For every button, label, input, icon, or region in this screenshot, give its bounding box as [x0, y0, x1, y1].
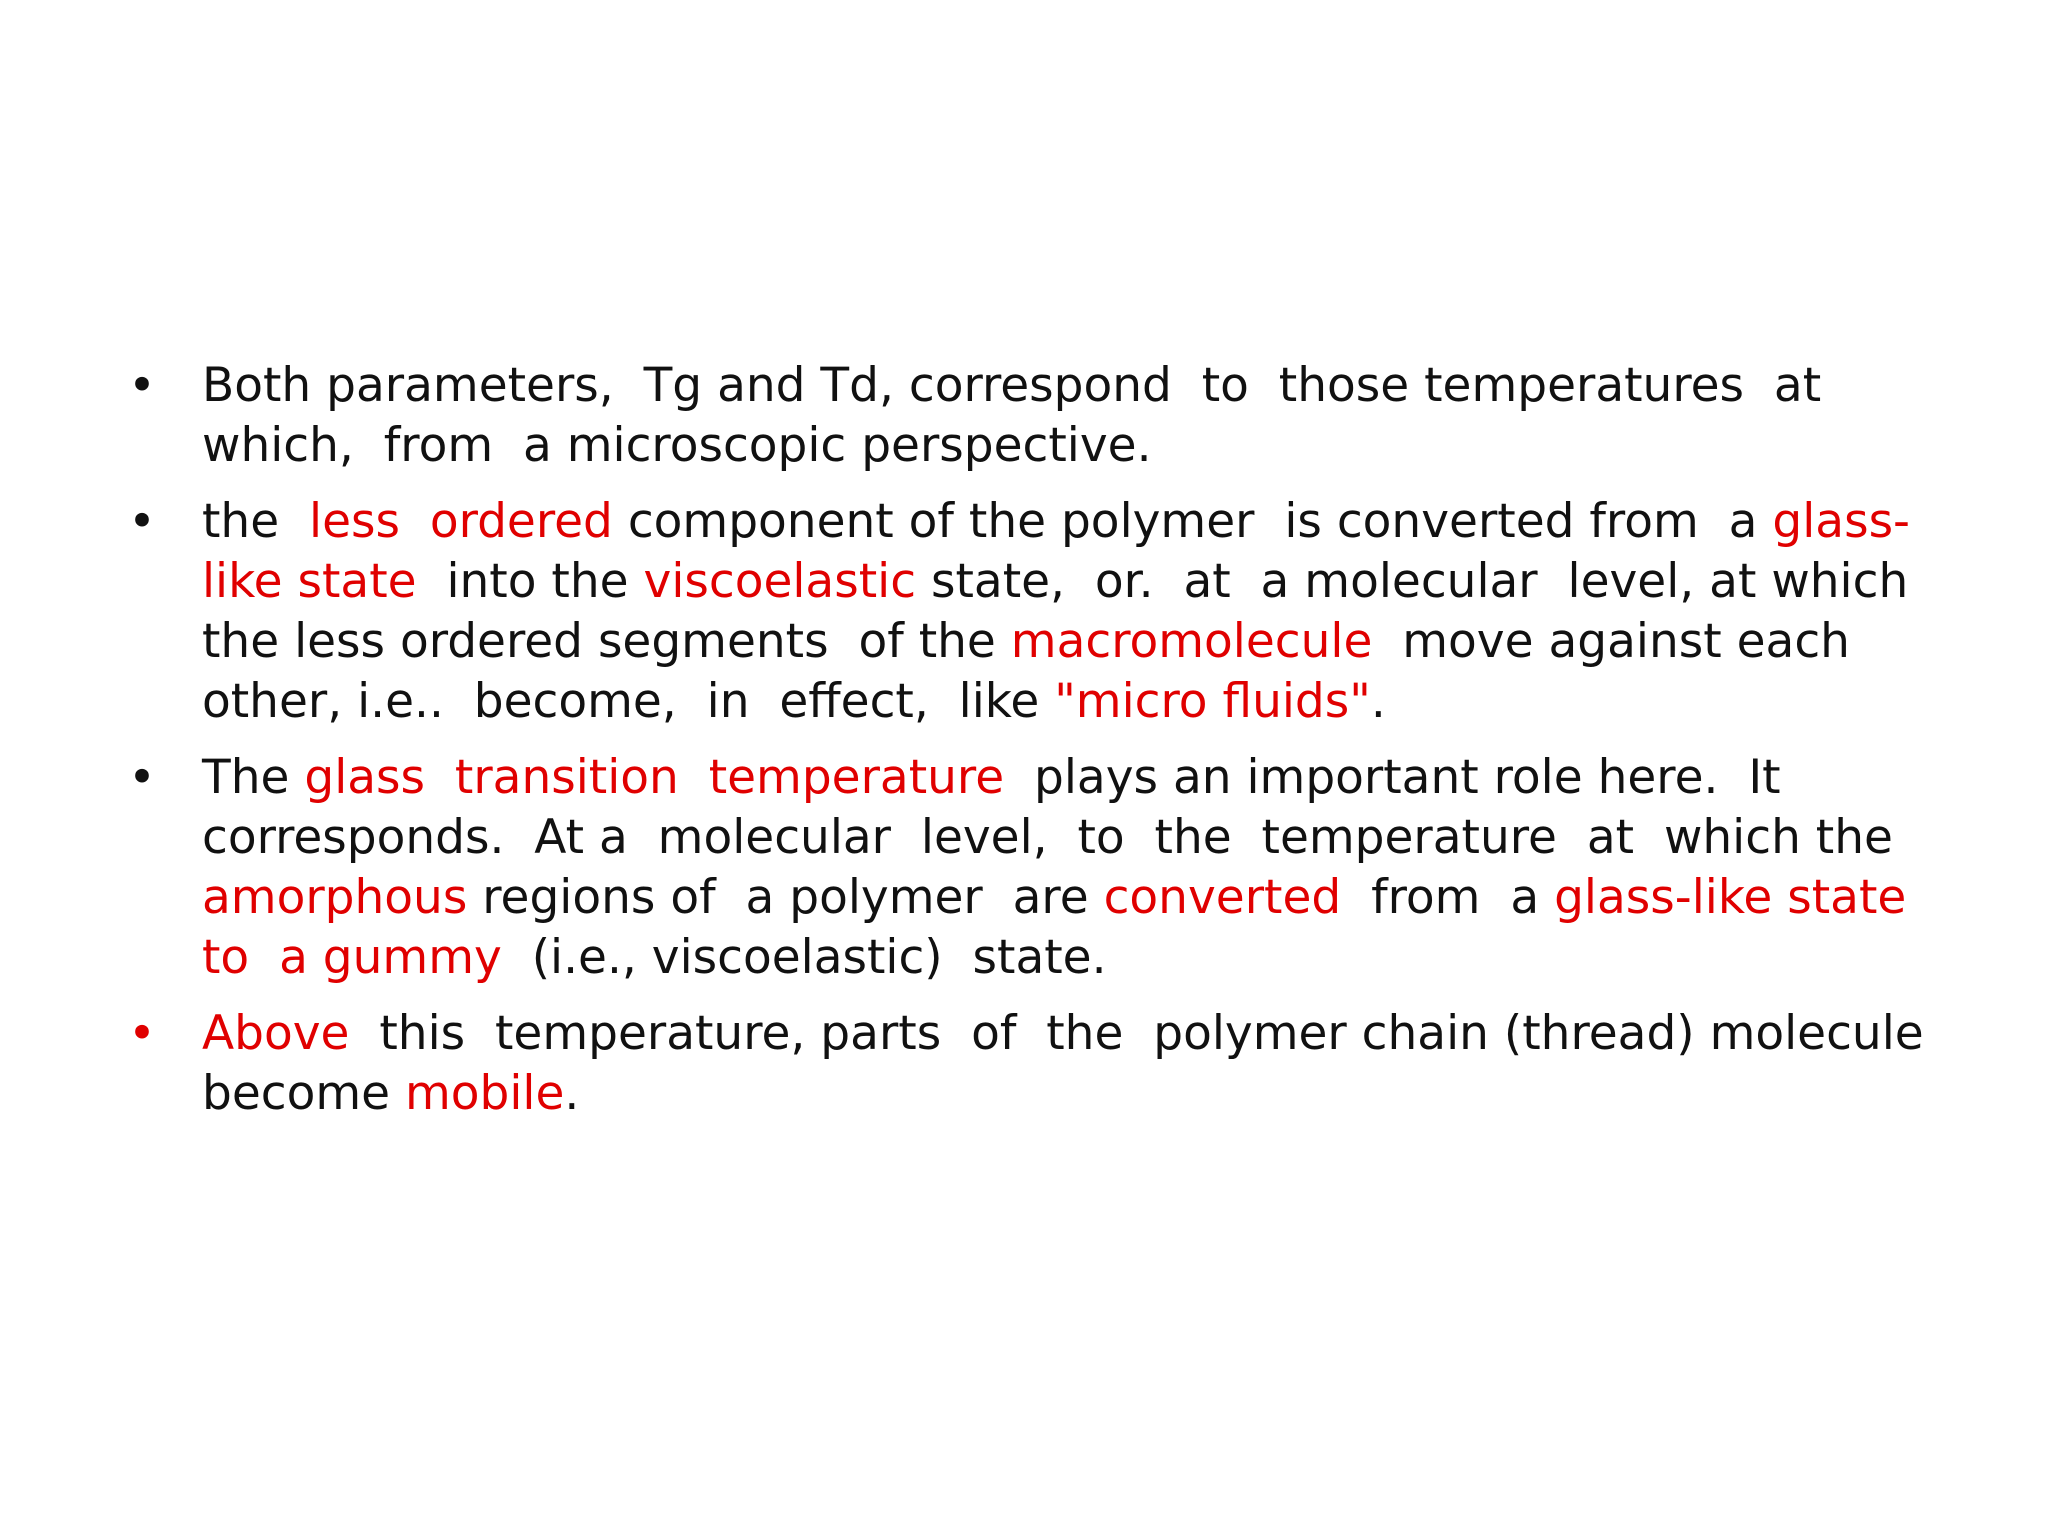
highlighted-term: less ordered — [309, 494, 613, 549]
highlighted-term: converted — [1103, 870, 1342, 925]
bullet-marker-icon: • — [128, 494, 156, 549]
highlighted-term: "micro fluids" — [1054, 674, 1371, 729]
text-segment: the — [202, 494, 310, 549]
text-segment: this temperature, parts of the polymer chain (thread) molecule become — [202, 1006, 1939, 1121]
highlighted-term: glass-like state to a gummy — [202, 870, 1937, 985]
text-segment: regions of a polymer are — [467, 870, 1104, 925]
bullet-item — [122, 1004, 1939, 1124]
bullet-text — [202, 750, 1936, 985]
bullet-item — [122, 356, 1932, 476]
text-segment: move against each other, i.e.. become, in effect, like — [202, 614, 1865, 729]
text-segment: into the — [416, 554, 644, 609]
bullet-list — [122, 356, 1939, 1140]
bullet-text — [202, 494, 1938, 729]
highlighted-term: Above — [202, 1006, 350, 1061]
text-segment: state, or. at a molecular level, at which the less ordered segments of the — [202, 554, 1939, 669]
bullet-item — [122, 492, 1939, 732]
text-segment: (i.e., viscoelastic) state. — [501, 930, 1107, 985]
text-segment: . — [564, 1066, 580, 1121]
bullet-marker-icon: • — [128, 1006, 156, 1061]
highlighted-term: glass-like state — [202, 494, 1911, 609]
highlighted-term: viscoelastic — [643, 554, 917, 609]
text-segment: Both parameters, Tg and Td, correspond to those temperatures at which, from a microscopic perspective. — [202, 358, 1837, 473]
bullet-text — [202, 1006, 1939, 1121]
bullet-text — [202, 358, 1836, 473]
text-segment: plays an important role here. It corresponds. At a molecular level, to the temperature at which the — [202, 750, 1908, 865]
highlighted-term: glass transition temperature — [304, 750, 1005, 805]
highlighted-term: macromolecule — [1010, 614, 1373, 669]
text-segment: component of the polymer is converted from a — [612, 494, 1773, 549]
bullet-marker-icon: • — [128, 750, 156, 805]
text-segment: . — [1370, 674, 1386, 729]
bullet-item — [122, 748, 1937, 988]
bullet-marker-icon: • — [128, 358, 156, 413]
text-segment: from a — [1341, 870, 1555, 925]
highlighted-term: mobile — [405, 1066, 565, 1121]
highlighted-term: amorphous — [202, 870, 468, 925]
text-segment: The — [202, 750, 305, 805]
